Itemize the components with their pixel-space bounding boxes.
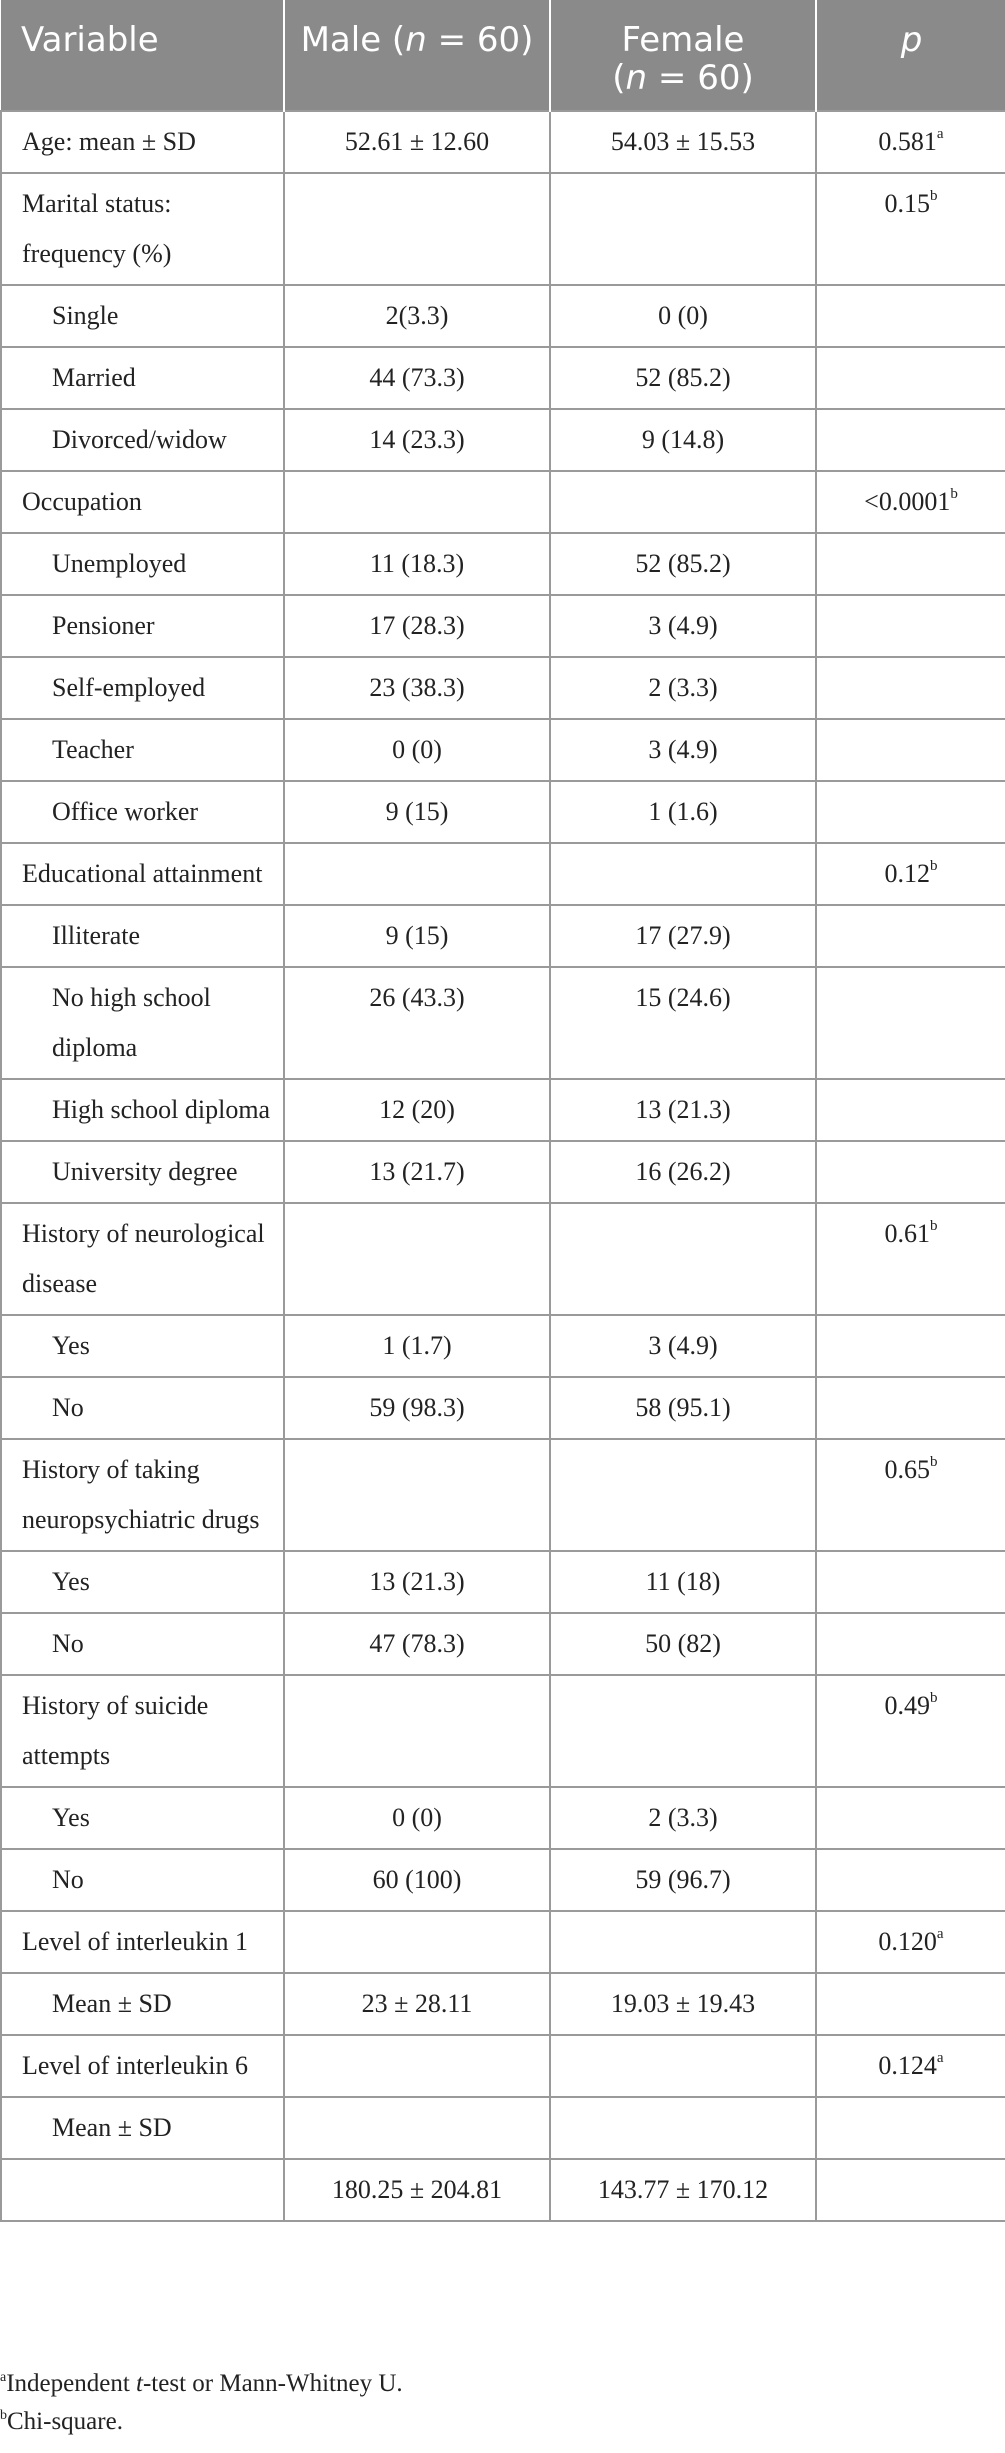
table-row xyxy=(1,595,1005,657)
p-value-cell xyxy=(816,967,1005,1079)
table-footnotes xyxy=(0,2365,1005,2441)
p-value-cell xyxy=(816,595,1005,657)
table-row xyxy=(1,1551,1005,1613)
table-row xyxy=(1,2159,1005,2221)
variable-cell: No high school diploma xyxy=(1,967,284,1079)
p-value-footnote-mark: b xyxy=(930,1690,938,1706)
p-value-cell xyxy=(816,471,1005,533)
male-cell: 0 (0) xyxy=(284,719,550,781)
female-cell xyxy=(550,1911,816,1973)
footnote-a: $^a$Independent t-test or Mann-Whitney U. xyxy=(0,2370,403,2397)
male-cell xyxy=(284,2035,550,2097)
p-value-cell xyxy=(816,1911,1005,1973)
table-row xyxy=(1,2035,1005,2097)
table-row xyxy=(1,1079,1005,1141)
table-row xyxy=(1,905,1005,967)
variable-cell: Single xyxy=(1,285,284,347)
male-cell xyxy=(284,843,550,905)
male-cell: 44 (73.3) xyxy=(284,347,550,409)
p-value-cell xyxy=(816,173,1005,285)
table-row xyxy=(1,1315,1005,1377)
p-value-cell xyxy=(816,1315,1005,1377)
table-row xyxy=(1,719,1005,781)
table-row xyxy=(1,657,1005,719)
p-value-cell xyxy=(816,285,1005,347)
male-cell: 14 (23.3) xyxy=(284,409,550,471)
female-cell: 2 (3.3) xyxy=(550,657,816,719)
male-cell: 23 ± 28.11 xyxy=(284,1973,550,2035)
male-cell xyxy=(284,1911,550,1973)
variable-cell: Educational attainment xyxy=(1,843,284,905)
variable-cell: Yes xyxy=(1,1315,284,1377)
table-row xyxy=(1,1973,1005,2035)
variable-cell: No xyxy=(1,1613,284,1675)
p-value: 0.12 xyxy=(884,859,930,888)
female-cell: 11 (18) xyxy=(550,1551,816,1613)
p-value-footnote-mark: b xyxy=(950,486,958,502)
p-value-cell xyxy=(816,1377,1005,1439)
p-value-cell xyxy=(816,1141,1005,1203)
header-female: Female (n = 60) xyxy=(550,0,816,111)
p-value: <0.0001 xyxy=(864,487,951,516)
table-row xyxy=(1,1377,1005,1439)
table-row xyxy=(1,1613,1005,1675)
male-cell: 11 (18.3) xyxy=(284,533,550,595)
variable-cell: Occupation xyxy=(1,471,284,533)
male-cell xyxy=(284,2097,550,2159)
male-cell xyxy=(284,471,550,533)
female-cell: 52 (85.2) xyxy=(550,533,816,595)
male-cell: 59 (98.3) xyxy=(284,1377,550,1439)
variable-cell: Pensioner xyxy=(1,595,284,657)
female-cell xyxy=(550,2035,816,2097)
variable-cell: History of suicide attempts xyxy=(1,1675,284,1787)
p-value-cell xyxy=(816,111,1005,173)
p-value-cell xyxy=(816,905,1005,967)
variable-cell: No xyxy=(1,1849,284,1911)
variable-cell: Mean ± SD xyxy=(1,1973,284,2035)
variable-cell: Divorced/widow xyxy=(1,409,284,471)
male-cell: 23 (38.3) xyxy=(284,657,550,719)
variable-cell: History of neurological disease xyxy=(1,1203,284,1315)
p-value-footnote-mark: a xyxy=(936,1926,944,1942)
female-cell: 19.03 ± 19.43 xyxy=(550,1973,816,2035)
variable-cell: History of taking neuropsychiatric drugs xyxy=(1,1439,284,1551)
p-value-footnote-mark: b xyxy=(930,188,938,204)
p-value-cell xyxy=(816,657,1005,719)
table-row xyxy=(1,1141,1005,1203)
table-row xyxy=(1,1849,1005,1911)
p-value-cell xyxy=(816,781,1005,843)
p-value-cell xyxy=(816,2035,1005,2097)
p-value: 0.124 xyxy=(878,2051,937,2080)
female-cell: 54.03 ± 15.53 xyxy=(550,111,816,173)
male-cell: 52.61 ± 12.60 xyxy=(284,111,550,173)
variable-cell: Level of interleukin 1 xyxy=(1,1911,284,1973)
table-row xyxy=(1,347,1005,409)
male-cell: 9 (15) xyxy=(284,781,550,843)
female-cell: 9 (14.8) xyxy=(550,409,816,471)
variable-cell: Mean ± SD xyxy=(1,2097,284,2159)
p-value: 0.15 xyxy=(884,189,930,218)
header-p-value: p xyxy=(816,0,1005,111)
female-cell: 2 (3.3) xyxy=(550,1787,816,1849)
variable-cell: High school diploma xyxy=(1,1079,284,1141)
p-value-cell xyxy=(816,1551,1005,1613)
p-value-footnote-mark: a xyxy=(936,2050,944,2066)
table-row xyxy=(1,1911,1005,1973)
variable-cell: Unemployed xyxy=(1,533,284,595)
header-variable: Variable xyxy=(1,0,284,111)
table-row xyxy=(1,781,1005,843)
p-value: 0.65 xyxy=(884,1455,930,1484)
female-cell xyxy=(550,2097,816,2159)
female-cell xyxy=(550,1203,816,1315)
male-cell: 13 (21.7) xyxy=(284,1141,550,1203)
table-row xyxy=(1,173,1005,285)
male-cell: 13 (21.3) xyxy=(284,1551,550,1613)
male-cell: 26 (43.3) xyxy=(284,967,550,1079)
p-value: 0.120 xyxy=(878,1927,937,1956)
variable-cell: Self-employed xyxy=(1,657,284,719)
table-row xyxy=(1,471,1005,533)
male-cell: 12 (20) xyxy=(284,1079,550,1141)
variable-cell: Married xyxy=(1,347,284,409)
variable-cell: Level of interleukin 6 xyxy=(1,2035,284,2097)
female-cell: 3 (4.9) xyxy=(550,1315,816,1377)
female-cell: 143.77 ± 170.12 xyxy=(550,2159,816,2221)
p-value-cell xyxy=(816,1787,1005,1849)
table-row xyxy=(1,533,1005,595)
variable-cell: Age: mean ± SD xyxy=(1,111,284,173)
female-cell: 0 (0) xyxy=(550,285,816,347)
female-cell: 15 (24.6) xyxy=(550,967,816,1079)
female-cell: 58 (95.1) xyxy=(550,1377,816,1439)
header-male: Male (n = 60) xyxy=(284,0,550,111)
p-value-cell xyxy=(816,2097,1005,2159)
male-cell: 1 (1.7) xyxy=(284,1315,550,1377)
table-row xyxy=(1,1787,1005,1849)
female-cell: 50 (82) xyxy=(550,1613,816,1675)
variable-cell: No xyxy=(1,1377,284,1439)
male-cell xyxy=(284,1675,550,1787)
male-cell xyxy=(284,1203,550,1315)
p-value-cell xyxy=(816,1973,1005,2035)
male-cell: 47 (78.3) xyxy=(284,1613,550,1675)
variable-cell: Yes xyxy=(1,1787,284,1849)
female-cell xyxy=(550,843,816,905)
variable-cell xyxy=(1,2159,284,2221)
male-cell: 17 (28.3) xyxy=(284,595,550,657)
male-cell: 9 (15) xyxy=(284,905,550,967)
male-cell xyxy=(284,173,550,285)
female-cell xyxy=(550,1675,816,1787)
footnote-b: $^b$Chi-square. xyxy=(0,2408,123,2435)
p-value-cell xyxy=(816,1613,1005,1675)
table-row xyxy=(1,285,1005,347)
table-row xyxy=(1,409,1005,471)
table-row xyxy=(1,843,1005,905)
p-value-footnote-mark: a xyxy=(936,126,944,142)
variable-cell: Yes xyxy=(1,1551,284,1613)
female-cell: 1 (1.6) xyxy=(550,781,816,843)
p-value-cell xyxy=(816,1439,1005,1551)
table-row xyxy=(1,967,1005,1079)
table-row xyxy=(1,1439,1005,1551)
male-cell: 0 (0) xyxy=(284,1787,550,1849)
p-value-footnote-mark: b xyxy=(930,858,938,874)
p-value-cell xyxy=(816,1849,1005,1911)
female-cell xyxy=(550,173,816,285)
male-cell: 2(3.3) xyxy=(284,285,550,347)
female-cell: 3 (4.9) xyxy=(550,719,816,781)
female-cell xyxy=(550,471,816,533)
p-value: 0.61 xyxy=(884,1219,930,1248)
p-value-cell xyxy=(816,409,1005,471)
table-row xyxy=(1,111,1005,173)
p-value: 0.49 xyxy=(884,1691,930,1720)
female-cell: 13 (21.3) xyxy=(550,1079,816,1141)
p-value-cell xyxy=(816,2159,1005,2221)
variable-cell: Teacher xyxy=(1,719,284,781)
female-cell: 3 (4.9) xyxy=(550,595,816,657)
male-cell: 180.25 ± 204.81 xyxy=(284,2159,550,2221)
variable-cell: Illiterate xyxy=(1,905,284,967)
p-value-cell xyxy=(816,1079,1005,1141)
table-row xyxy=(1,2097,1005,2159)
p-value-cell xyxy=(816,843,1005,905)
table-row xyxy=(1,1203,1005,1315)
male-cell: 60 (100) xyxy=(284,1849,550,1911)
variable-cell: Marital status: frequency (%) xyxy=(1,173,284,285)
table-row xyxy=(1,1675,1005,1787)
p-value-cell xyxy=(816,719,1005,781)
p-value-footnote-mark: b xyxy=(930,1218,938,1234)
male-cell xyxy=(284,1439,550,1551)
p-value-cell xyxy=(816,1203,1005,1315)
p-value-cell xyxy=(816,1675,1005,1787)
p-value-footnote-mark: b xyxy=(930,1454,938,1470)
female-cell: 52 (85.2) xyxy=(550,347,816,409)
female-cell xyxy=(550,1439,816,1551)
p-value-cell xyxy=(816,347,1005,409)
variable-cell: Office worker xyxy=(1,781,284,843)
female-cell: 59 (96.7) xyxy=(550,1849,816,1911)
female-cell: 16 (26.2) xyxy=(550,1141,816,1203)
p-value-cell xyxy=(816,533,1005,595)
table-body xyxy=(1,111,1005,2221)
table-header-row xyxy=(1,0,1005,111)
female-cell: 17 (27.9) xyxy=(550,905,816,967)
p-value: 0.581 xyxy=(878,127,937,156)
variable-cell: University degree xyxy=(1,1141,284,1203)
